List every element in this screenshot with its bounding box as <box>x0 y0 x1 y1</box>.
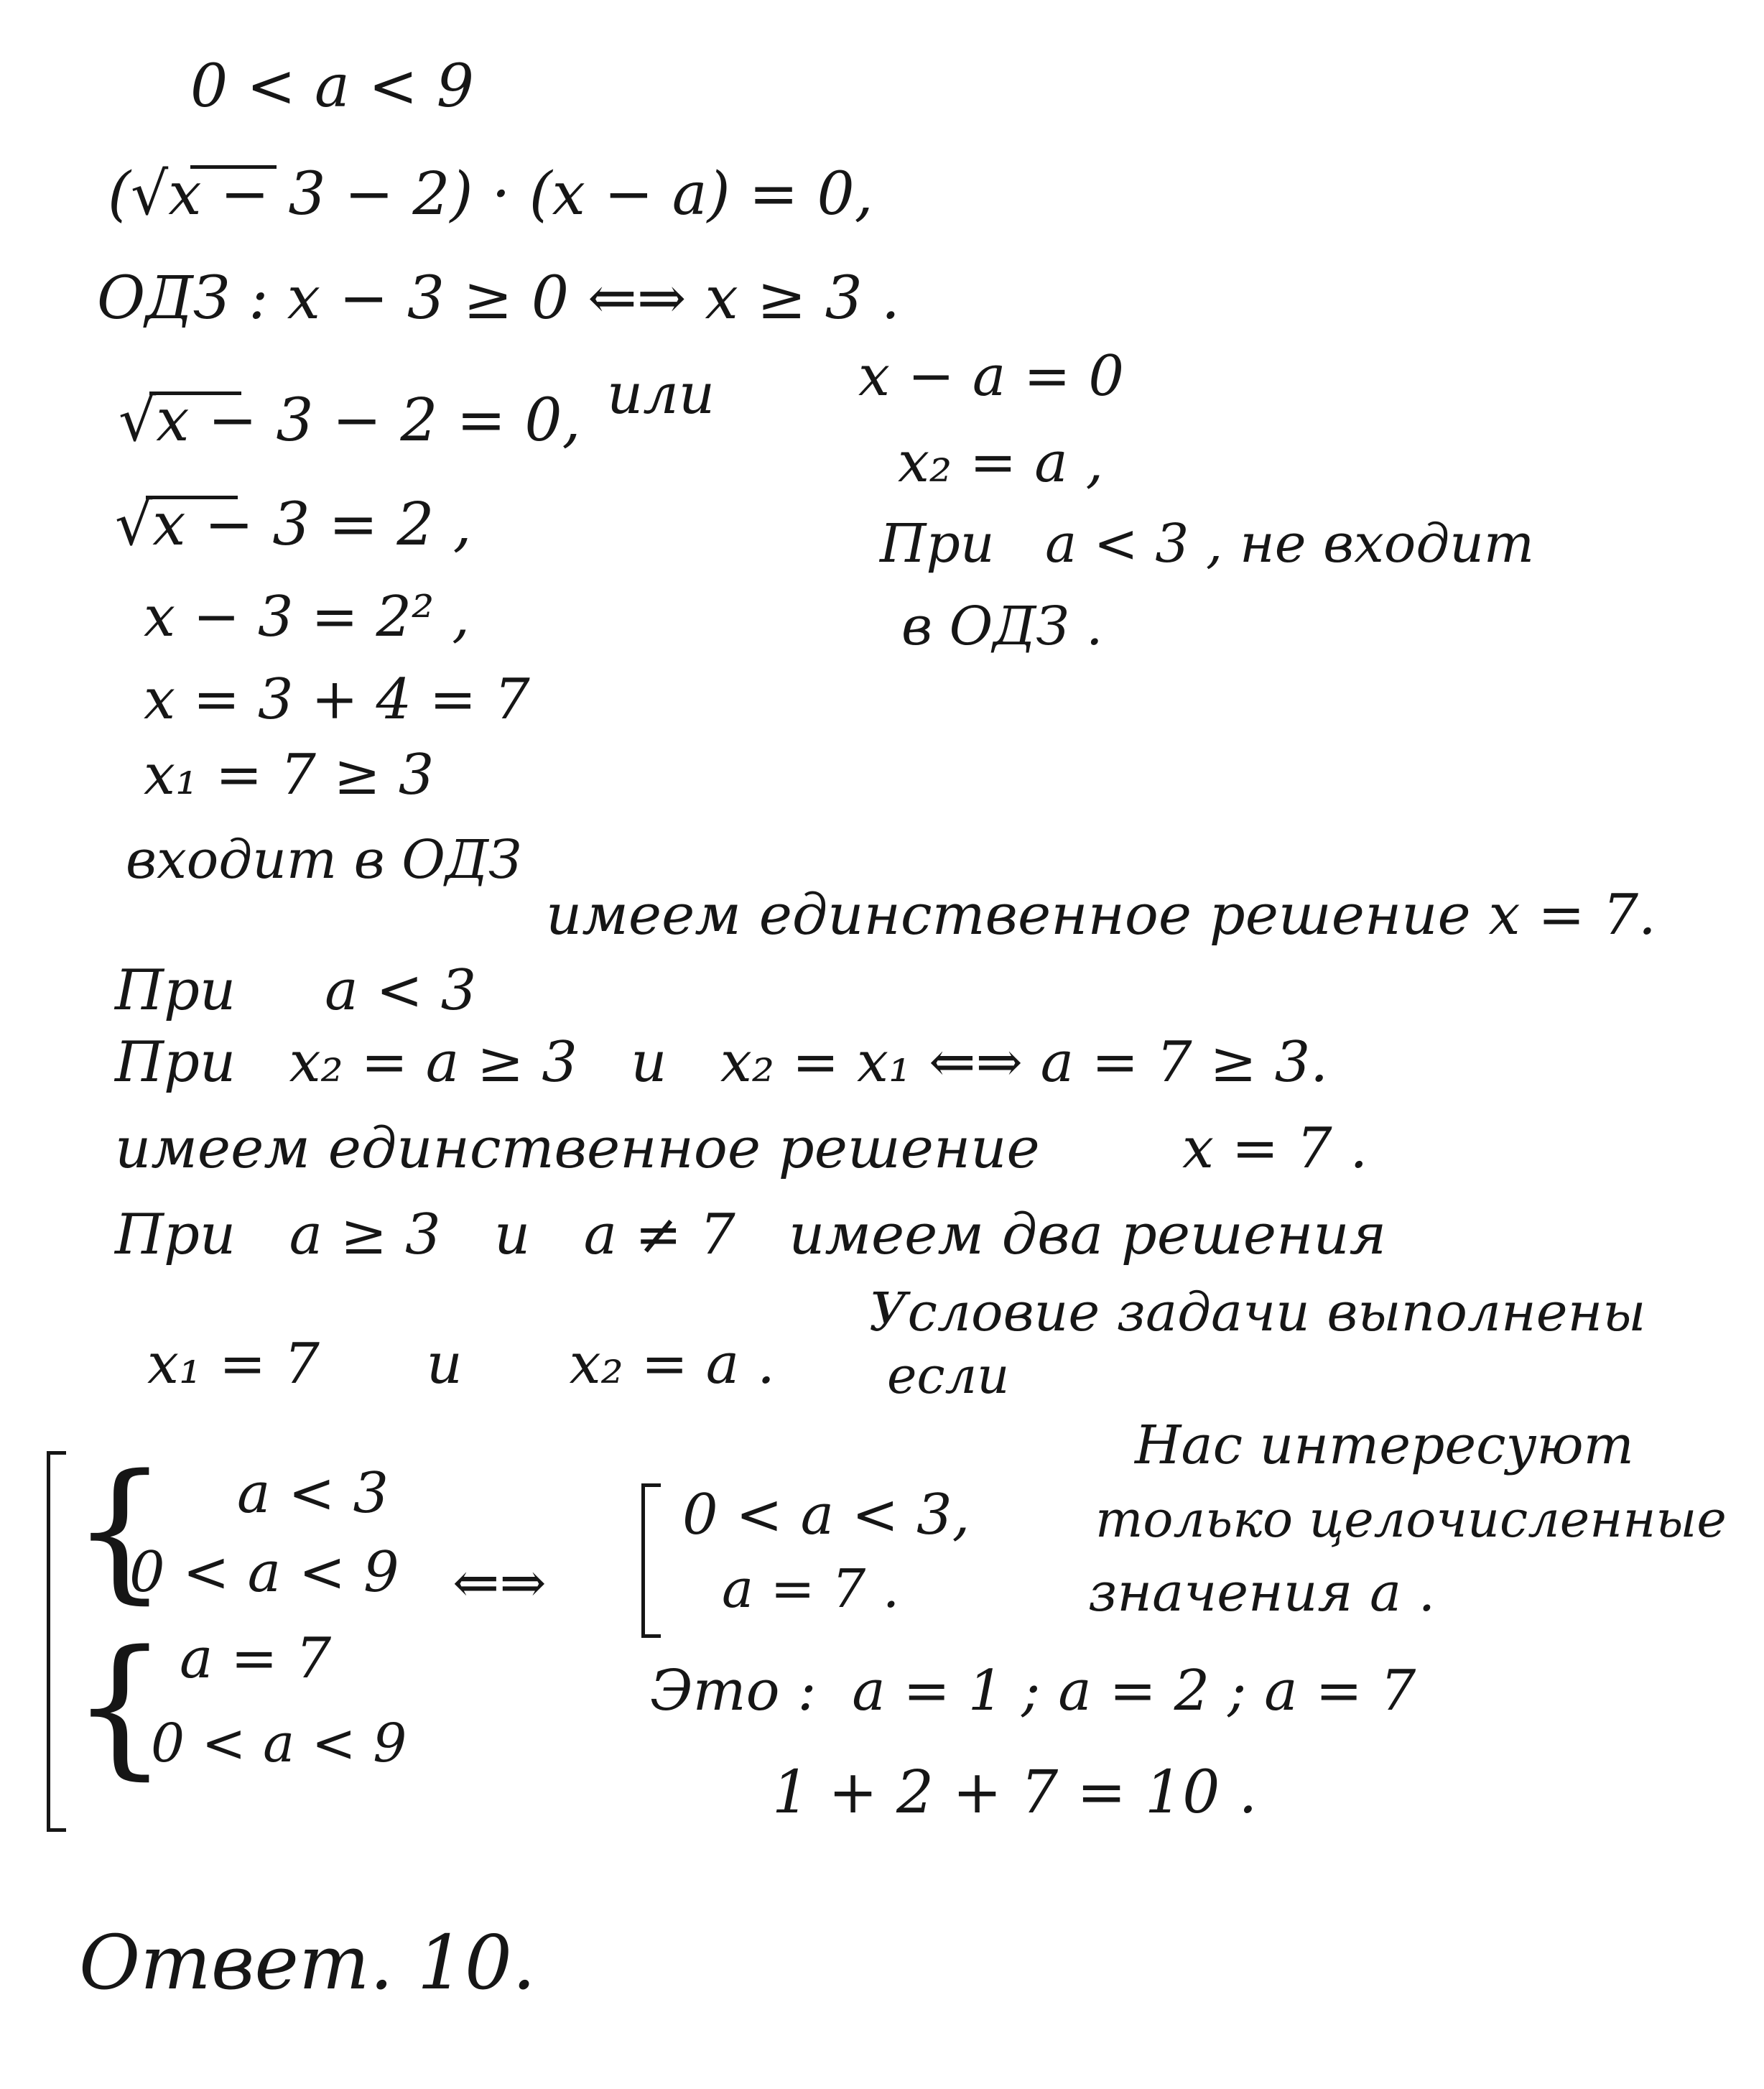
curly-brace-2: { <box>72 1618 168 1794</box>
case2-note-cont: в ОДЗ . <box>901 596 1103 657</box>
sum-line: 1 + 2 + 7 = 10 . <box>772 1759 1258 1827</box>
case1-note: входит в ОДЗ <box>126 829 522 891</box>
case1-step1: √x − 3 = 2 , <box>115 491 472 559</box>
equation-line: (√x − 3 − 2) · (x − a) = 0, <box>108 160 873 228</box>
outer-square-bracket <box>47 1451 66 1832</box>
result-row2: a = 7 . <box>722 1558 900 1620</box>
case1-equation: √x − 3 − 2 = 0, <box>119 386 581 455</box>
result-square-bracket <box>641 1483 661 1638</box>
result-row1: 0 < a < 3, <box>682 1483 970 1547</box>
analysis-line-1: имеем единственное решение x = 7. <box>546 883 1656 948</box>
curly-brace-1: { <box>72 1442 168 1618</box>
answer-line: Ответ. 10. <box>79 1919 537 2006</box>
condition-line: 0 < a < 9 <box>190 52 474 121</box>
system1-row1: a < 3 <box>237 1461 389 1526</box>
sqrt-bar <box>190 165 277 169</box>
case1-step2: x − 3 = 2² , <box>144 585 470 649</box>
analysis-line-2: При x₂ = a ≥ 3 и x₂ = x₁ ⇐⇒ a = 7 ≥ 3. <box>115 1030 1329 1095</box>
case2-root: x₂ = a , <box>898 430 1104 495</box>
case1-root: x₁ = 7 ≥ 3 <box>144 743 435 807</box>
condition-met-line: Условие задачи выполнены <box>869 1282 1646 1343</box>
analysis-line-1-start: При a < 3 <box>115 958 477 1023</box>
equivalence-arrow: ⇐⇒ <box>452 1551 547 1616</box>
system2-row2: 0 < a < 9 <box>151 1713 407 1774</box>
note-line-2: только целочисленные <box>1095 1490 1727 1549</box>
system2-row1: a = 7 <box>180 1626 332 1691</box>
condition-met-cont: если <box>887 1346 1010 1405</box>
analysis-line-4: При a ≥ 3 и a ≠ 7 имеем два решения <box>115 1203 1387 1267</box>
sqrt-bar <box>149 392 241 395</box>
case2-note: При a < 3 , не входит <box>880 513 1535 575</box>
note-line-3: значения a . <box>1088 1562 1436 1624</box>
or-word: или <box>607 362 715 427</box>
integer-values-line: Это : a = 1 ; a = 2 ; a = 7 <box>650 1659 1416 1723</box>
note-line-1: Нас интересуют <box>1135 1414 1634 1476</box>
case1-step3: x = 3 + 4 = 7 <box>144 667 530 732</box>
sqrt-bar <box>146 496 238 499</box>
analysis-line-5: x₁ = 7 и x₂ = a . <box>147 1332 775 1396</box>
system1-row2: 0 < a < 9 <box>129 1540 399 1605</box>
case2-equation: x − a = 0 <box>858 344 1125 409</box>
domain-line: ОДЗ : x − 3 ≥ 0 ⇐⇒ x ≥ 3 . <box>97 264 900 333</box>
analysis-line-3: имеем единственное решение x = 7 . <box>115 1116 1368 1181</box>
